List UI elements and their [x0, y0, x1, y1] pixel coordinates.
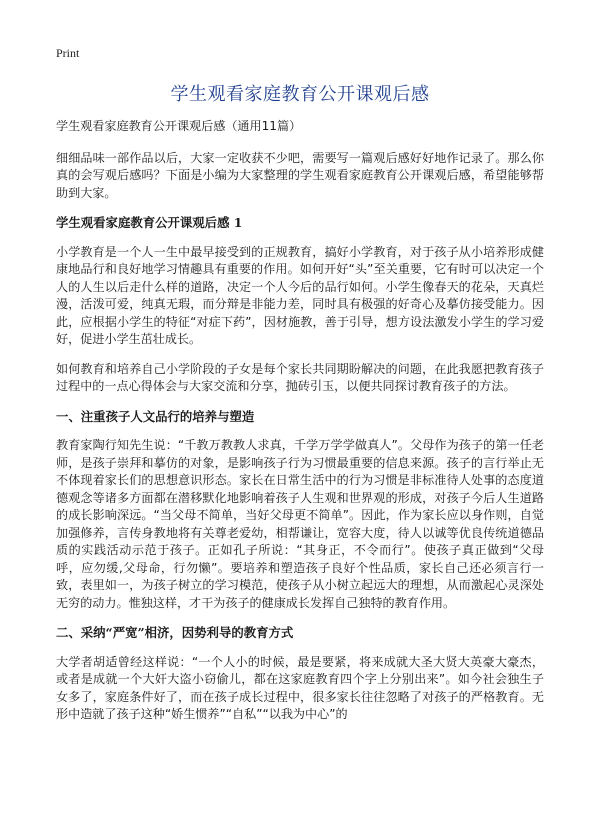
print-label[interactable]: Print: [56, 46, 80, 60]
section-heading: 学生观看家庭教育公开课观后感 1: [56, 215, 243, 230]
paragraph-2: 如何教育和培养自己小学阶段的子女是每个家长共同期盼解决的问题，在此我愿把教育孩子过程中的一点心得体会与大家交流和分享，抛砖引玉，以便共同探讨教育孩子的方法。: [56, 361, 544, 393]
subheading-a: 一、注重孩子人文品行的培养与塑造: [56, 408, 255, 424]
document-subtitle: 学生观看家庭教育公开课观后感（通用11篇）: [56, 119, 302, 133]
intro-paragraph: 细细品味一部作品以后，大家一定收获不少吧，需要写一篇观后感好好地作记录了。那么你真的会写观后感吗？下面是小编为大家整理的学生观看家庭教育公开课观后感，希望能够帮助到大家。: [56, 150, 544, 200]
paragraph-1: 小学教育是一个人一生中最早接受到的正规教育，搞好小学教育，对于孩子从小培养形成健康地品行和良好地学习情趣具有重要的作用。如何开好“头”至关重要，它有时可以决定一个人的人生以后走什么样的道路，决定一个人今后的品行如何。小学生像春天的花朵，天真烂漫，活泼可爱，纯真无瑕，而分辩是非能力差，同时具有极强的好奇心及摹仿接受能力。因此，应根据小学生的特征“对症下药”，因材施教，善于引导，想方设法激发小学生的学习爱好，促进小学生茁壮成长。: [56, 244, 544, 346]
paragraph-4: 大学者胡适曾经这样说：“一个人小的时候，最是要紧，将来成就大圣大贤大英豪大豪杰，或者是成就一个大奸大盗小窃偷儿，都在这家庭教育四个字上分别出来”。如今社会独生子女多了，家庭条件好了，而在孩子成长过程中，很多家长往往忽略了对孩子的严格教育。无形中造就了孩子这种“娇生惯养”“自私”“以我为中心”的: [56, 654, 544, 721]
page-title: 学生观看家庭教育公开课观后感: [170, 84, 430, 105]
subheading-b: 二、采纳“严宽”相济，因势利导的教育方式: [56, 625, 294, 640]
document-body: [56, 118, 544, 736]
paragraph-3: 教育家陶行知先生说：“千教万教教人求真，千学万学学做真人”。父母作为孩子的第一任老师，是孩子崇拜和摹仿的对象，是影响孩子行为习惯最重要的信息来源。孩子的言行举止无不体现着家长们的思想意识形态。家长在日常生活中的行为习惯是非标准待人处事的态度道德观念等诸多方面都在潜移默化地影响着孩子人生观和世界观的形成，对孩子今后人生道路的成长影响深远。“当父母不简单，当好父母更不简单”。因此，作为家长应以身作则，自觉加强修养，言传身教地将有关尊老爱幼，相帮谦让，宽容大度，待人以诚等优良传统道德品质的实践活动示范于孩子。正如孔子所说：“其身正，不令而行”。使孩子真正做到“父母呼，应勿缓,父母命，行勿懒”。要培养和塑造孩子良好个性品质，家长自己还必须言行一致，表里如一，为孩子树立的学习模范，使孩子从小树立起远大的理想，从而激起心灵深处无穷的动力。惟独这样，才干为孩子的健康成长发挥自己独特的教育作用。: [56, 438, 544, 610]
